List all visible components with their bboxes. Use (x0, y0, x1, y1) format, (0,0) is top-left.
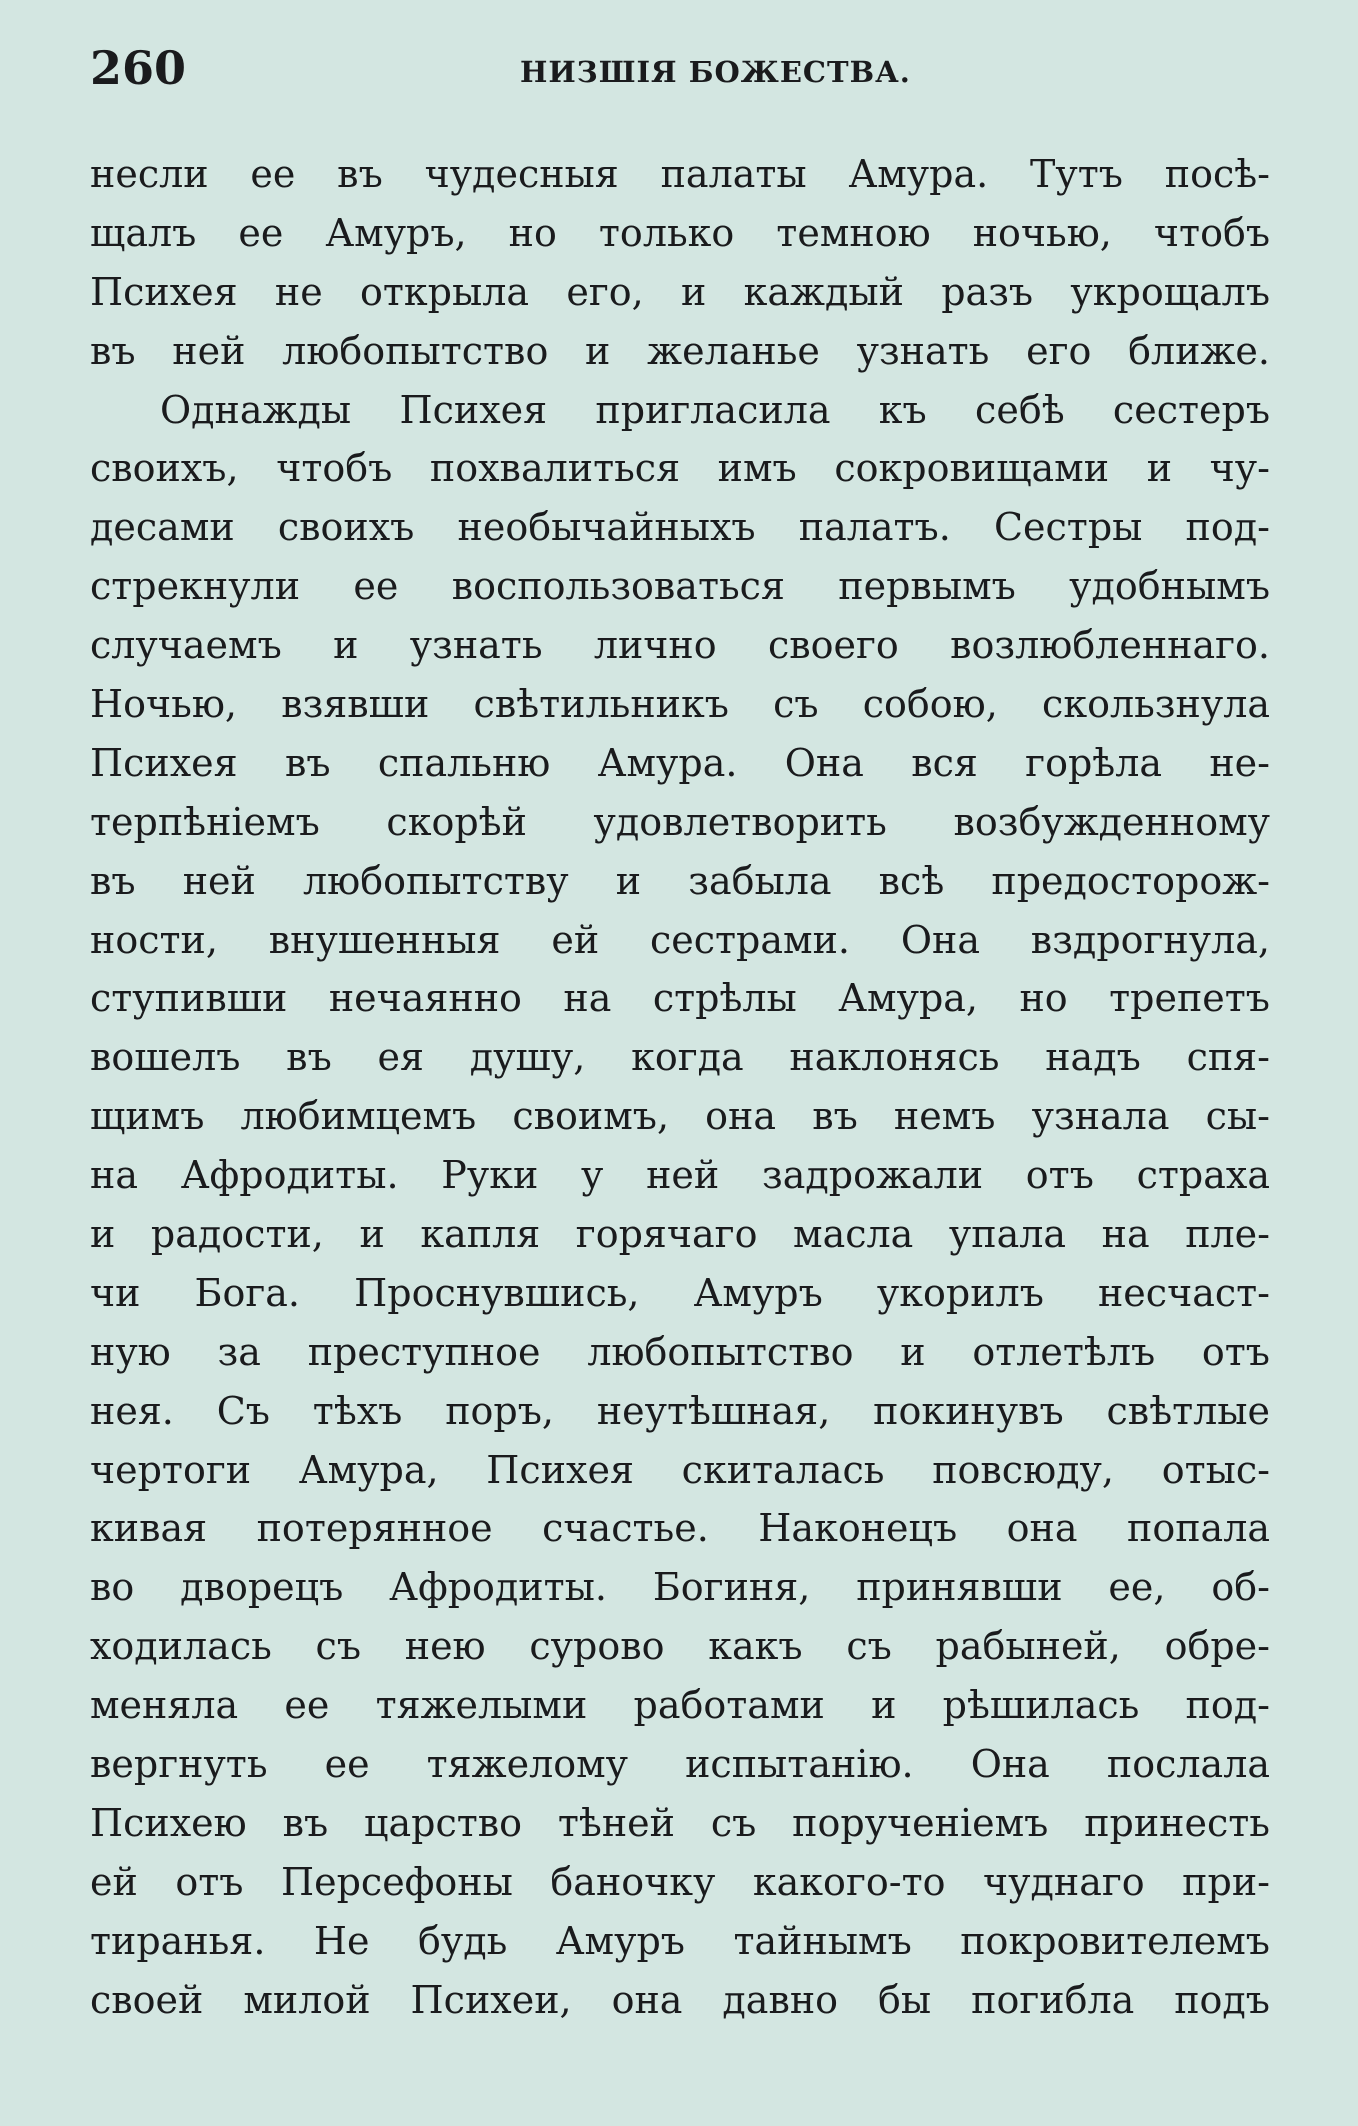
text-line: десами своихъ необычайныхъ палатъ. Сестры под- (90, 505, 1270, 550)
text-line: Ночью, взявши свѣтильникъ съ собою, скользнула (90, 682, 1270, 727)
text-line: кивая потерянное счастье. Наконецъ она попала (90, 1506, 1270, 1551)
text-line: терпѣніемъ скорѣй удовлетворить возбужденному (90, 799, 1270, 844)
text-line: меняла ее тяжелыми работами и рѣшилась под- (90, 1683, 1270, 1728)
text-line: и радости, и капля горячаго масла упала на пле- (90, 1212, 1270, 1257)
page-header (90, 30, 1270, 100)
page-number: 260 (90, 41, 187, 95)
text-line: ей отъ Персефоны баночку какого-то чуднаго при- (90, 1859, 1270, 1904)
body-text (90, 145, 1270, 2030)
text-line: Психею въ царство тѣней съ порученіемъ принесть (90, 1800, 1270, 1845)
text-line: своихъ, чтобъ похвалиться имъ сокровищами и чу- (90, 446, 1270, 491)
text-line: щалъ ее Амуръ, но только темною ночью, чтобъ (90, 210, 1270, 255)
text-line: въ ней любопытству и забыла всѣ предосторож- (90, 858, 1270, 903)
text-line: своей милой Психеи, она давно бы погибла подъ (90, 1977, 1270, 2022)
text-line: случаемъ и узнать лично своего возлюбленнаго. (90, 623, 1270, 668)
text-line: ходилась съ нею сурово какъ съ рабыней, обре- (90, 1624, 1270, 1669)
text-line: вергнуть ее тяжелому испытанію. Она послала (90, 1742, 1270, 1787)
text-line: на Афродиты. Руки у ней задрожали отъ страха (90, 1153, 1270, 1198)
text-line: ную за преступное любопытство и отлетѣлъ отъ (90, 1329, 1270, 1374)
text-line: тиранья. Не будь Амуръ тайнымъ покровителемъ (90, 1918, 1270, 1963)
text-line: чи Бога. Проснувшись, Амуръ укорилъ несчаст- (90, 1270, 1270, 1315)
text-line: въ ней любопытство и желанье узнать его ближе. (90, 328, 1270, 373)
text-line: вошелъ въ ея душу, когда наклонясь надъ спя- (90, 1035, 1270, 1080)
text-line: щимъ любимцемъ своимъ, она въ немъ узнала сы- (90, 1094, 1270, 1139)
text-line: Психея въ спальню Амура. Она вся горѣла не- (90, 740, 1270, 785)
text-line: чертоги Амура, Психея скиталась повсюду, отыс- (90, 1447, 1270, 1492)
text-line: Психея не открыла его, и каждый разъ укрощалъ (90, 269, 1270, 314)
text-line: ступивши нечаянно на стрѣлы Амура, но трепетъ (90, 976, 1270, 1021)
text-line: стрекнули ее воспользоваться первымъ удобнымъ (90, 564, 1270, 609)
running-head: НИЗШІЯ БОЖЕСТВА. (520, 55, 911, 89)
text-line: нея. Съ тѣхъ поръ, неутѣшная, покинувъ свѣтлые (90, 1388, 1270, 1433)
text-line: Однажды Психея пригласила къ себѣ сестеръ (160, 387, 1270, 432)
text-line: во дворецъ Афродиты. Богиня, принявши ее, об- (90, 1565, 1270, 1610)
text-line: несли ее въ чудесныя палаты Амура. Тутъ посѣ- (90, 152, 1270, 196)
text-line: ности, внушенныя ей сестрами. Она вздрогнула, (90, 917, 1270, 962)
